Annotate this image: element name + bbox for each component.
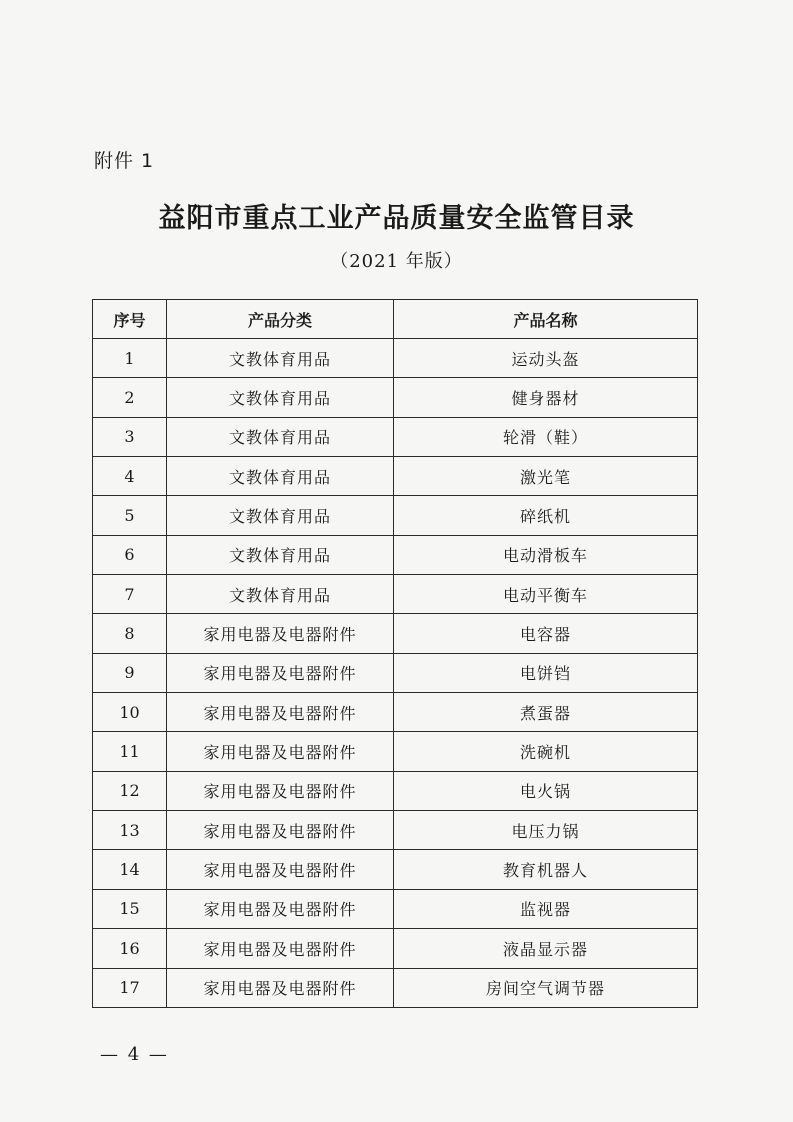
table-row	[93, 771, 698, 810]
table-row	[93, 417, 698, 456]
product-name: 电火锅	[394, 771, 698, 810]
table-row	[93, 614, 698, 653]
table-header-row	[93, 300, 698, 339]
product-category: 文教体育用品	[167, 417, 394, 456]
table-row	[93, 850, 698, 889]
table-row	[93, 811, 698, 850]
row-number: 8	[93, 614, 167, 653]
product-name: 液晶显示器	[394, 929, 698, 968]
row-number: 11	[93, 732, 167, 771]
row-number: 13	[93, 811, 167, 850]
page-number: — 4 —	[100, 1044, 169, 1065]
product-category: 家用电器及电器附件	[167, 889, 394, 928]
row-number: 5	[93, 496, 167, 535]
product-category: 文教体育用品	[167, 575, 394, 614]
product-category: 家用电器及电器附件	[167, 968, 394, 1007]
product-name: 电容器	[394, 614, 698, 653]
table-row	[93, 693, 698, 732]
table-row	[93, 535, 698, 574]
row-number: 12	[93, 771, 167, 810]
product-name: 健身器材	[394, 378, 698, 417]
product-category: 家用电器及电器附件	[167, 614, 394, 653]
table-row	[93, 732, 698, 771]
product-name: 电动平衡车	[394, 575, 698, 614]
product-category: 家用电器及电器附件	[167, 771, 394, 810]
product-category: 家用电器及电器附件	[167, 732, 394, 771]
row-number: 10	[93, 693, 167, 732]
table-row	[93, 457, 698, 496]
product-category: 文教体育用品	[167, 496, 394, 535]
row-number: 16	[93, 929, 167, 968]
product-category: 家用电器及电器附件	[167, 850, 394, 889]
table-row	[93, 339, 698, 378]
product-name: 激光笔	[394, 457, 698, 496]
product-name: 监视器	[394, 889, 698, 928]
column-header-number: 序号	[93, 300, 167, 339]
table-row	[93, 575, 698, 614]
product-category: 文教体育用品	[167, 457, 394, 496]
row-number: 17	[93, 968, 167, 1007]
product-category: 文教体育用品	[167, 339, 394, 378]
product-name: 电动滑板车	[394, 535, 698, 574]
edition-label: （2021 年版）	[330, 251, 463, 272]
column-header-product-name: 产品名称	[394, 300, 698, 339]
row-number: 14	[93, 850, 167, 889]
attachment-label: 附件 1	[94, 150, 155, 172]
row-number: 1	[93, 339, 167, 378]
table-row	[93, 968, 698, 1007]
product-name: 碎纸机	[394, 496, 698, 535]
product-category: 家用电器及电器附件	[167, 653, 394, 692]
table-row	[93, 496, 698, 535]
product-category: 家用电器及电器附件	[167, 811, 394, 850]
column-header-category: 产品分类	[167, 300, 394, 339]
product-name: 教育机器人	[394, 850, 698, 889]
row-number: 4	[93, 457, 167, 496]
row-number: 7	[93, 575, 167, 614]
product-name: 轮滑（鞋）	[394, 417, 698, 456]
product-name: 电饼铛	[394, 653, 698, 692]
product-category: 家用电器及电器附件	[167, 929, 394, 968]
row-number: 9	[93, 653, 167, 692]
document-title: 益阳市重点工业产品质量安全监管目录	[158, 203, 635, 234]
table-row	[93, 929, 698, 968]
product-category: 文教体育用品	[167, 535, 394, 574]
row-number: 6	[93, 535, 167, 574]
row-number: 3	[93, 417, 167, 456]
row-number: 2	[93, 378, 167, 417]
row-number: 15	[93, 889, 167, 928]
table-row	[93, 378, 698, 417]
product-name: 煮蛋器	[394, 693, 698, 732]
catalog-table	[92, 299, 698, 1008]
table-row	[93, 653, 698, 692]
table-row	[93, 889, 698, 928]
product-name: 房间空气调节器	[394, 968, 698, 1007]
product-name: 运动头盔	[394, 339, 698, 378]
product-name: 洗碗机	[394, 732, 698, 771]
product-name: 电压力锅	[394, 811, 698, 850]
product-category: 文教体育用品	[167, 378, 394, 417]
product-category: 家用电器及电器附件	[167, 693, 394, 732]
